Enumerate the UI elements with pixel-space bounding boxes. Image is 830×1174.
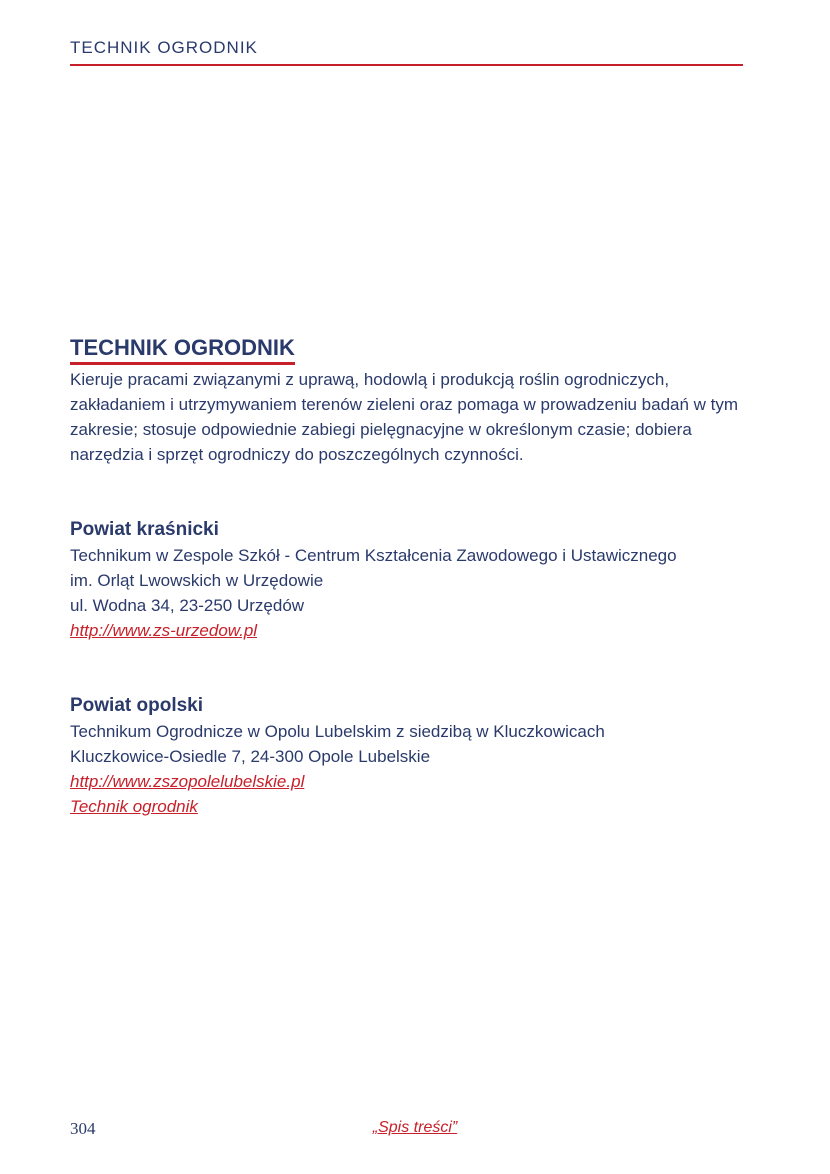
main-content (70, 334, 750, 819)
school-website-link[interactable]: http://www.zszopolelubelskie.pl (70, 772, 305, 791)
section-heading: Powiat kraśnicki (70, 519, 219, 540)
school-section-krasnicki (70, 517, 750, 643)
page-title: TECHNIK OGRODNIK (70, 334, 295, 365)
header-divider (70, 64, 743, 66)
school-name: Technikum Ogrodnicze w Opolu Lubelskim z siedzibą w Kluczkowicach (70, 722, 605, 741)
school-section-opolski (70, 693, 750, 819)
school-website-link[interactable]: http://www.zs-urzedow.pl (70, 621, 258, 640)
school-address: Kluczkowice-Osiedle 7, 24-300 Opole Lubelskie (70, 747, 431, 766)
table-of-contents-link[interactable]: „Spis treści” (372, 1119, 458, 1136)
school-name: Technikum w Zespole Szkół - Centrum Kształcenia Zawodowego i Ustawicznego (70, 546, 677, 565)
occupation-description: Kieruje pracami związanymi z uprawą, hodowlą i produkcją roślin ogrodniczych, zakładaniem i utrzymywaniem terenów zieleni oraz pomaga w prowadzeniu badań w tym zakresie; stosuje odpowiednie zabiegi pielęgnacyjne w określonym czasie; dobiera narzędzia i sprzęt ogrodniczy do poszczególnych czynności. (70, 370, 739, 464)
school-name-continued: im. Orląt Lwowskich w Urzędowie (70, 571, 324, 590)
occupation-link[interactable]: Technik ogrodnik (70, 797, 198, 816)
running-header: TECHNIK OGRODNIK (70, 38, 258, 57)
school-address: ul. Wodna 34, 23-250 Urzędów (70, 596, 305, 615)
page-number: 304 (70, 1119, 96, 1138)
section-heading: Powiat opolski (70, 695, 204, 716)
footer-toc (0, 1119, 830, 1137)
